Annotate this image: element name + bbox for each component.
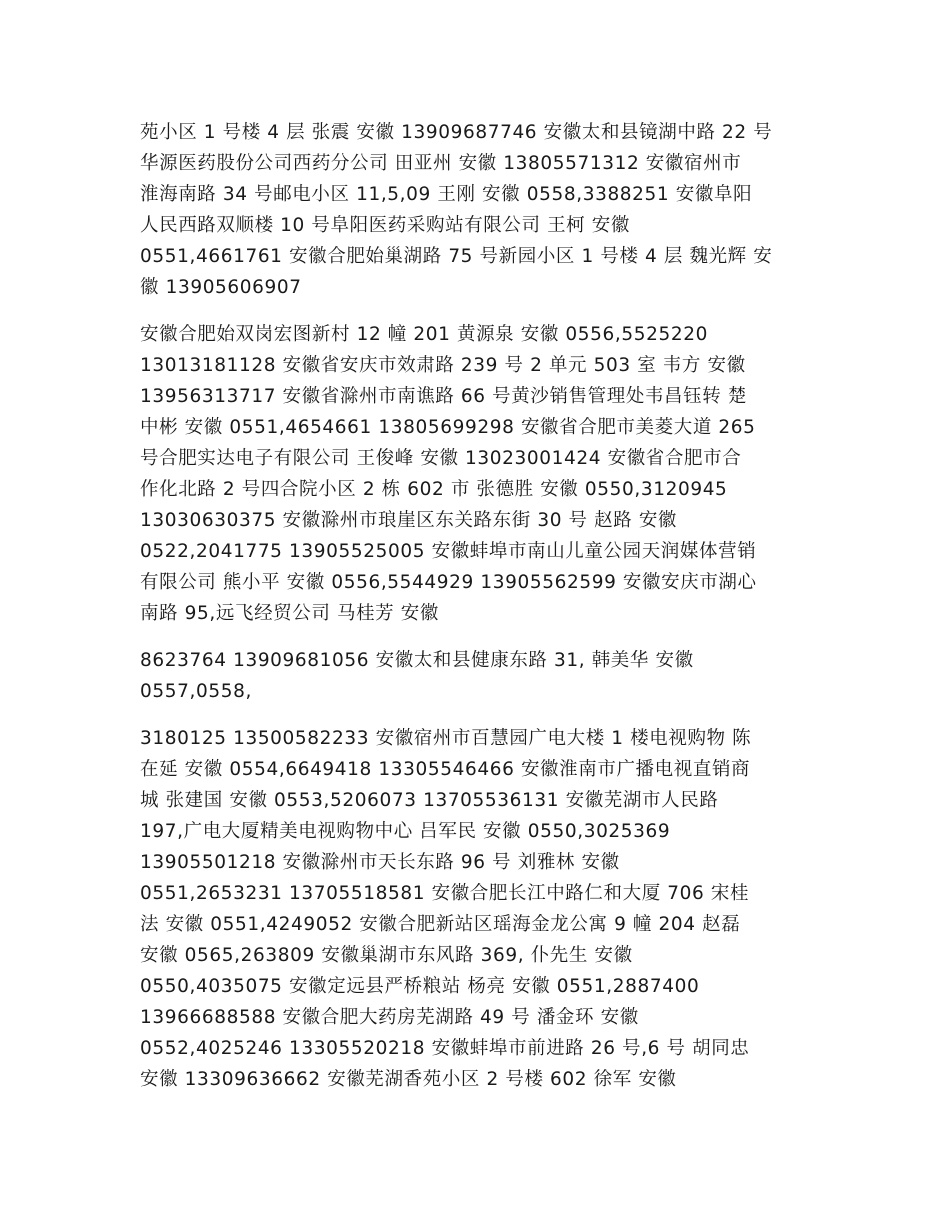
text-line: 13905501218 安徽滁州市天长东路 96 号 刘雅林 安徽 [140,852,620,873]
text-line: 8623764 13909681056 安徽太和县健康东路 31, 韩美华 安徽 [140,650,694,671]
text-line: 0551,4661761 安徽合肥始巢湖路 75 号新园小区 1 号楼 4 层 魏光辉 安 [140,246,773,267]
text-line: 人民西路双顺楼 10 号阜阳医药采购站有限公司 王柯 安徽 [140,215,630,236]
text-line: 0552,4025246 13305520218 安徽蚌埠市前进路 26 号,6 号 胡同忠 [140,1038,750,1059]
text-line: 0522,2041775 13905525005 安徽蚌埠市南山儿童公园天润媒体营销 [140,541,757,562]
text-line: 3180125 13500582233 安徽宿州市百慧园广电大楼 1 楼电视购物 陈 [140,728,752,749]
text-line: 安徽 0565,263809 安徽巢湖市东风路 369, 仆先生 安徽 [140,945,633,966]
text-line: 安徽合肥始双岗宏图新村 12 幢 201 黄源泉 安徽 0556,5525220 [140,324,708,345]
text-line: 中彬 安徽 0551,4654661 13805699298 安徽省合肥市美菱大道 265 [140,417,756,438]
text-line: 13956313717 安徽省滁州市南谯路 66 号黄沙销售管理处韦昌钰转 楚 [140,386,747,407]
text-line: 0551,2653231 13705518581 安徽合肥长江中路仁和大厦 706 宋桂 [140,883,750,904]
text-line: 法 安徽 0551,4249052 安徽合肥新站区瑶海金龙公寓 9 幢 204 赵磊 [140,914,741,935]
text-line: 苑小区 1 号楼 4 层 张震 安徽 13909687746 安徽太和县镜湖中路 22 号 [140,122,773,143]
text-line: 0557,0558, [140,681,252,702]
text-line: 安徽 13309636662 安徽芜湖香苑小区 2 号楼 602 徐军 安徽 [140,1069,677,1090]
paragraph-3 [140,645,820,707]
paragraph-2 [140,319,820,629]
paragraph-1 [140,117,820,303]
text-line: 13030630375 安徽滁州市琅崖区东关路东街 30 号 赵路 安徽 [140,510,678,531]
text-line: 在延 安徽 0554,6649418 13305546466 安徽淮南市广播电视直销商 [140,759,751,780]
text-line: 13966688588 安徽合肥大药房芜湖路 49 号 潘金环 安徽 [140,1007,639,1028]
text-line: 淮海南路 34 号邮电小区 11,5,09 王刚 安徽 0558,3388251 安徽阜阳 [140,184,753,205]
text-line: 城 张建国 安徽 0553,5206073 13705536131 安徽芜湖市人民路 [140,790,719,811]
text-line: 号合肥实达电子有限公司 王俊峰 安徽 13023001424 安徽省合肥市合 [140,448,742,469]
paragraph-4 [140,723,820,1095]
text-line: 华源医药股份公司西药分公司 田亚州 安徽 13805571312 安徽宿州市 [140,153,742,174]
text-line: 南路 95,远飞经贸公司 马桂芳 安徽 [140,603,439,624]
text-line: 197,广电大厦精美电视购物中心 吕军民 安徽 0550,3025369 [140,821,671,842]
text-line: 作化北路 2 号四合院小区 2 栋 602 市 张德胜 安徽 0550,3120945 [140,479,728,500]
document-page [140,117,820,1095]
text-line: 有限公司 熊小平 安徽 0556,5544929 13905562599 安徽安庆市湖心 [140,572,757,593]
text-line: 13013181128 安徽省安庆市效肃路 239 号 2 单元 503 室 韦方 安徽 [140,355,746,376]
text-line: 0550,4035075 安徽定远县严桥粮站 杨亮 安徽 0551,2887400 [140,976,700,997]
text-line: 徽 13905606907 [140,277,302,298]
